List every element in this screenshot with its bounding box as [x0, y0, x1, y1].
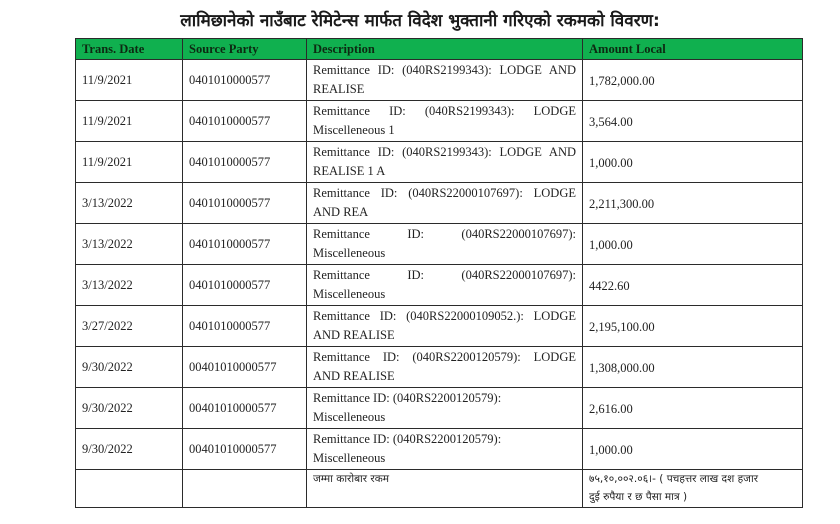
- table-row: [76, 142, 803, 183]
- trans-date-cell: 11/9/2021: [76, 101, 183, 142]
- description-cell: [307, 183, 583, 224]
- amount-cell: 3,564.00: [583, 101, 803, 142]
- description-cell: [307, 60, 583, 101]
- description-line-2: AND REA: [313, 205, 369, 219]
- amount-cell: 4422.60: [583, 265, 803, 306]
- description-line-1: Remittance ID: (040RS2200120579):: [313, 432, 502, 446]
- trans-date-cell: 3/13/2022: [76, 265, 183, 306]
- description-line-1: Remittance ID: (040RS22000107697): LODGE: [313, 186, 576, 200]
- description-line-1: Remittance ID: (040RS22000107697):: [313, 227, 576, 241]
- table-row: [76, 306, 803, 347]
- source-party-cell: 0401010000577: [183, 265, 307, 306]
- source-party-cell: 00401010000577: [183, 429, 307, 470]
- remittance-table: [75, 38, 803, 508]
- description-line-1: Remittance ID: (040RS2199343): LODGE AND: [313, 63, 576, 77]
- table-row: [76, 183, 803, 224]
- description-line-2: REALISE 1 A: [313, 164, 386, 178]
- description-line-1: Remittance ID: (040RS2200120579):: [313, 391, 502, 405]
- table-row: [76, 265, 803, 306]
- description-line-1: Remittance ID: (040RS2199343): LODGE: [313, 104, 576, 118]
- amount-cell: 2,616.00: [583, 388, 803, 429]
- description-line-2: Miscelleneous: [313, 287, 386, 301]
- description-line-2: Miscelleneous: [313, 410, 386, 424]
- description-line-2: Miscelleneous: [313, 246, 386, 260]
- table-row: [76, 101, 803, 142]
- total-empty-source-cell: [183, 470, 307, 508]
- description-line-1: Remittance ID: (040RS22000109052.): LODGE: [313, 309, 576, 323]
- column-header-description: Description: [307, 39, 583, 60]
- source-party-cell: 00401010000577: [183, 347, 307, 388]
- description-cell: [307, 306, 583, 347]
- source-party-cell: 0401010000577: [183, 142, 307, 183]
- description-cell: [307, 101, 583, 142]
- total-amount-line-2: दुई रुपैया र छ पैसा मात्र ): [589, 491, 688, 503]
- amount-cell: 2,195,100.00: [583, 306, 803, 347]
- description-line-2: REALISE: [313, 82, 365, 96]
- total-label: जम्मा कारोबार रकम: [307, 470, 583, 508]
- description-line-1: Remittance ID: (040RS22000107697):: [313, 268, 576, 282]
- table-row: [76, 224, 803, 265]
- description-line-2: AND REALISE: [313, 328, 395, 342]
- table-row: [76, 347, 803, 388]
- trans-date-cell: 9/30/2022: [76, 347, 183, 388]
- description-line-2: AND REALISE: [313, 369, 395, 383]
- table-row: [76, 60, 803, 101]
- trans-date-cell: 3/27/2022: [76, 306, 183, 347]
- amount-cell: 1,000.00: [583, 224, 803, 265]
- document-title: लामिछानेको नाउँबाट रेमिटेन्स मार्फत विदेश भुक्तानी गरिएको रकमको विवरण:: [180, 11, 660, 31]
- amount-cell: 1,782,000.00: [583, 60, 803, 101]
- table-row: [76, 388, 803, 429]
- description-line-1: Remittance ID: (040RS2199343): LODGE AND: [313, 145, 576, 159]
- source-party-cell: 0401010000577: [183, 306, 307, 347]
- source-party-cell: 0401010000577: [183, 60, 307, 101]
- trans-date-cell: 11/9/2021: [76, 60, 183, 101]
- source-party-cell: 00401010000577: [183, 388, 307, 429]
- trans-date-cell: 9/30/2022: [76, 388, 183, 429]
- description-cell: [307, 224, 583, 265]
- trans-date-cell: 3/13/2022: [76, 224, 183, 265]
- source-party-cell: 0401010000577: [183, 224, 307, 265]
- amount-cell: 1,000.00: [583, 142, 803, 183]
- amount-cell: 1,308,000.00: [583, 347, 803, 388]
- description-cell: [307, 388, 583, 429]
- total-row: [76, 470, 803, 508]
- column-header-amount-local: Amount Local: [583, 39, 803, 60]
- column-header-trans-date: Trans. Date: [76, 39, 183, 60]
- description-line-2: Miscelleneous: [313, 451, 386, 465]
- description-cell: [307, 347, 583, 388]
- source-party-cell: 0401010000577: [183, 101, 307, 142]
- total-empty-date-cell: [76, 470, 183, 508]
- amount-cell: 2,211,300.00: [583, 183, 803, 224]
- total-amount-line-1: ७५,१०,००२.०६।- ( पचहत्तर लाख दश हजार: [589, 473, 758, 485]
- description-cell: [307, 429, 583, 470]
- column-header-source-party: Source Party: [183, 39, 307, 60]
- table-row: [76, 429, 803, 470]
- trans-date-cell: 9/30/2022: [76, 429, 183, 470]
- description-line-1: Remittance ID: (040RS2200120579): LODGE: [313, 350, 576, 364]
- description-line-2: Miscelleneous 1: [313, 123, 395, 137]
- trans-date-cell: 3/13/2022: [76, 183, 183, 224]
- amount-cell: 1,000.00: [583, 429, 803, 470]
- total-amount-cell: [583, 470, 803, 508]
- description-cell: [307, 265, 583, 306]
- table-header-row: [76, 39, 803, 60]
- trans-date-cell: 11/9/2021: [76, 142, 183, 183]
- source-party-cell: 0401010000577: [183, 183, 307, 224]
- description-cell: [307, 142, 583, 183]
